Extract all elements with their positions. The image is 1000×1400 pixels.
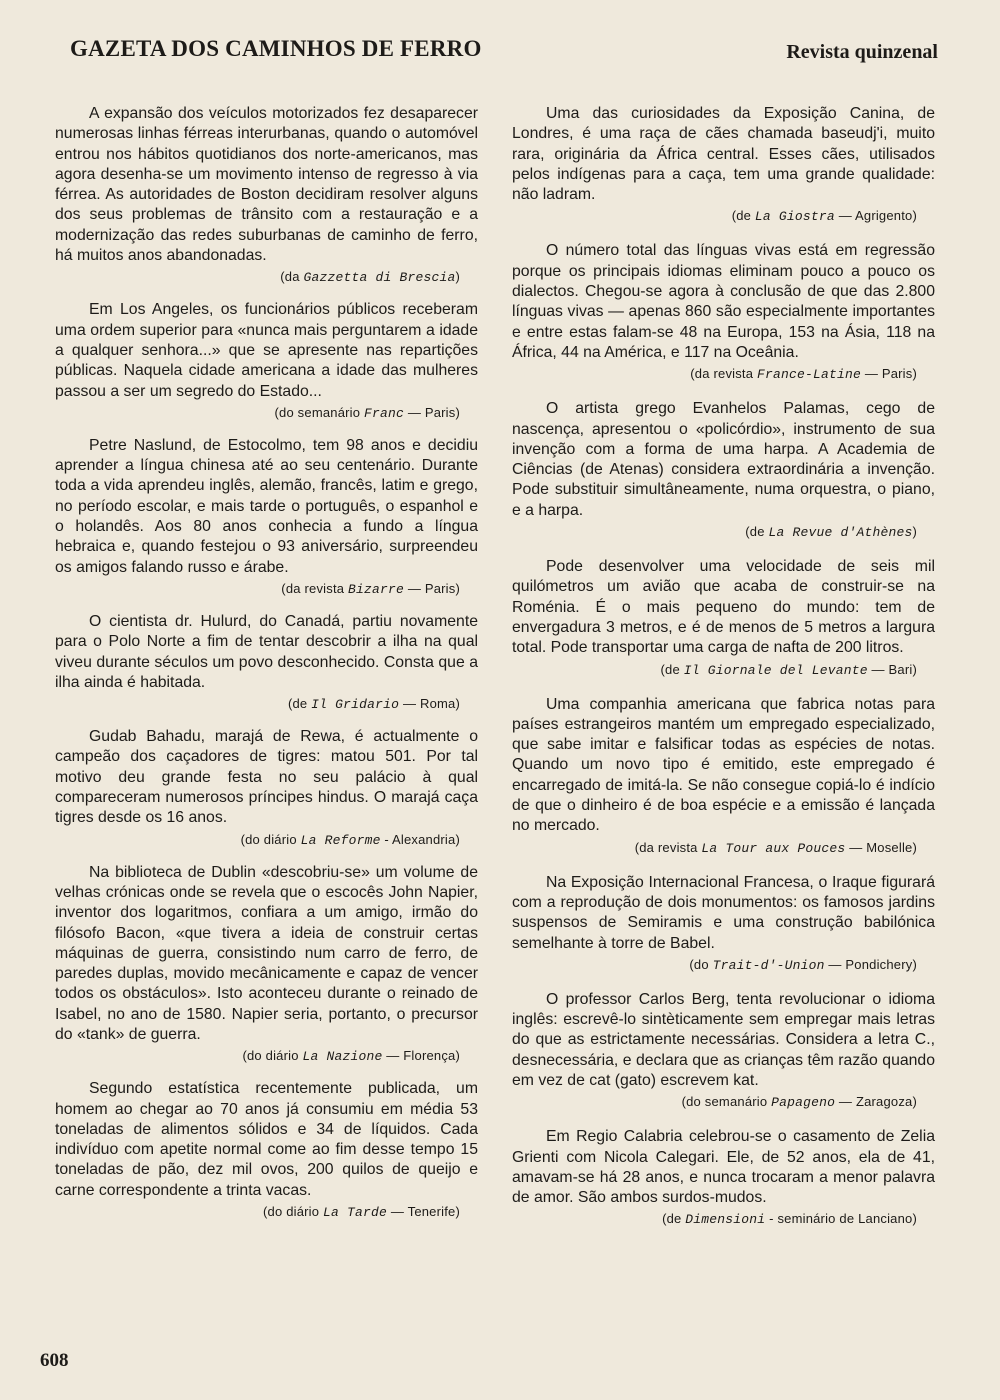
news-item-source (512, 1094, 917, 1111)
source-publication: France-Latine (756, 367, 862, 383)
source-suffix: — Zaragoza) (835, 1094, 917, 1110)
source-prefix: (do (689, 956, 713, 972)
news-item-text: Na biblioteca de Dublin «descobriu-se» um volume de velhas crónicas onde se revela que o escocês John Napier, inventor dos logaritmos, confiara a um amigo, irmão do filósofo Bacon, «que tivera a ideia de construir certas máquinas de guerra, consistindo num carro de ferro, de paredes duplas, movido mecânicamente e capaz de vencer todos os obstáculos». Isto aconteceu durante o reinado de Isabel, no ano de 1580. Napier seria, portanto, o precursor do «tank» de guerra. (55, 863, 478, 1043)
source-publication: Papageno (771, 1095, 836, 1111)
magazine-title: GAZETA DOS CAMINHOS DE FERRO (70, 36, 482, 61)
news-item (55, 300, 478, 421)
news-item-source (512, 1211, 917, 1228)
source-publication: Bizarre (348, 581, 405, 597)
news-item-text: O artista grego Evanhelos Palamas, cego de nascença, apresentou o «policórdio», instrumento de sua invenção com a forma de uma harpa. A Academia de Ciências (de Atenas) considera extraordinária a invenção. Pode substituir simultâneamente, numa orquestra, o piano, e a harpa. (512, 400, 935, 519)
source-prefix: (de (745, 524, 769, 540)
news-item-source (55, 696, 460, 713)
news-item-source (55, 832, 460, 849)
source-suffix: — Moselle) (845, 839, 917, 855)
news-item-source (55, 1048, 460, 1065)
source-suffix: — Pondichery) (824, 956, 917, 972)
news-item-source (512, 957, 917, 974)
news-item-text: A expansão dos veículos motorizados fez desaparecer numerosas linhas férreas interurbanas, quando o automóvel entrou nos hábitos quotidianos dos norte-americanos, mas agora desenha-se um movimento intenso de regresso à via férrea. As autoridades de Boston decidiram resolver alguns dos seus problemas de trânsito com a restauração e a modernização das redes suburbanas de caminho de ferro, há muitos anos abandonadas. (55, 105, 478, 265)
news-item-text: Na Exposição Internacional Francesa, o Iraque figurará com a reprodução de dois monumentos: os famosos jardins suspensos de Semiramis e uma construção babilónica semelhante à torre de Babel. (512, 873, 935, 952)
news-item-text: O número total das línguas vivas está em regressão porque os principais idiomas eliminam pouco a pouco os dialectos. Chegou-se agora à conclusão de que das 2.800 línguas vivas — apenas 860 são especialmente importantes e entre estas falam-se 48 na Europa, 153 na Ásia, 118 na África, 44 na América, e 117 na Oceânia. (512, 242, 935, 361)
source-publication: La Giostra (754, 209, 835, 225)
source-publication: La Reforme (300, 832, 381, 848)
source-suffix: - Alexandria) (380, 831, 460, 847)
source-prefix: (da (280, 269, 304, 285)
news-item (512, 399, 935, 541)
source-publication: Trait-d'-Union (712, 957, 825, 973)
news-item (512, 695, 935, 857)
news-item-source (512, 524, 917, 541)
source-publication: La Tour aux Pouces (701, 840, 846, 856)
source-suffix: — Paris) (404, 580, 460, 596)
news-item (55, 436, 478, 598)
source-prefix: (do diário (240, 831, 301, 847)
source-suffix: ) (455, 269, 460, 285)
source-prefix: (de (660, 661, 684, 677)
news-item-source (512, 840, 917, 857)
news-item (55, 612, 478, 713)
news-item-source (55, 269, 460, 286)
source-publication: La Nazione (302, 1049, 383, 1065)
news-item (512, 104, 935, 225)
news-item-text: Uma companhia americana que fabrica notas para países estrangeiros mantém um empregado especializado, que sabe imitar e falsificar todas as espécies de notas. Quando um novo tipo é emitido, este empregado é encarregado de imitá-la. Se não consegue copiá-lo é indício de que o dinheiro é de boa espécie e a emissão é lançada no mercado. (512, 695, 935, 835)
source-prefix: (de (662, 1211, 686, 1227)
source-prefix: (do diário (263, 1204, 324, 1220)
news-item-source (55, 581, 460, 598)
news-item-text: Segundo estatística recentemente publicada, um homem ao chegar ao 70 anos já consumiu em média 53 toneladas de alimentos sólidos e 34 de líquidos. Cada indivíduo com apetite normal come ao fim desse tempo 15 toneladas de pão, dez mil ovos, 200 quilos de queijo e carne correspondente a trinta vacas. (55, 1080, 478, 1199)
source-suffix: — Bari) (867, 661, 917, 677)
news-item-text: Gudab Bahadu, marajá de Rewa, é actualmente o campeão dos caçadores de tigres: matou 501. Por tal motivo deu grande festa no seu palácio à qual compareceram numerosos príncipes hindus. O marajá caça tigres desde os 16 anos. (55, 728, 478, 827)
news-item-text: O professor Carlos Berg, tenta revolucionar o idioma inglês: escrevê-lo sintèticamente sem empregar mais letras do que as estrictamente necessárias. Considera a letra C., desnecessária, e declara que as crianças têm razão quando em vez de cat (gato) escrevem kat. (512, 990, 935, 1089)
source-publication: Franc (364, 405, 405, 421)
source-publication: La Revue d'Athènes (768, 525, 913, 541)
magazine-subtitle: Revista quinzenal (786, 41, 938, 63)
source-publication: Il Giornale del Levante (683, 662, 868, 678)
source-prefix: (da revista (634, 839, 702, 855)
news-item-source (55, 405, 460, 422)
source-suffix: ) (912, 524, 917, 540)
news-item-text: Pode desenvolver uma velocidade de seis mil quilómetros um avião que acaba de construir-se na Roménia. É o mais pequeno do mundo: tem de envergadura 3 metros, e é de menos de 5 metros a largura total. Pode transportar uma carga de nafta de 200 litros. (512, 558, 935, 657)
source-suffix: — Agrigento) (834, 208, 917, 224)
source-suffix: - seminário de Lanciano) (765, 1211, 917, 1227)
source-prefix: (de (287, 696, 312, 712)
source-publication: Gazzetta di Brescia (303, 270, 456, 286)
source-suffix: — Paris) (861, 366, 917, 382)
news-item-source (55, 1204, 460, 1221)
news-item (55, 1079, 478, 1221)
news-item-source (512, 366, 917, 383)
news-item-text: O cientista dr. Hulurd, do Canadá, partiu novamente para o Polo Norte a fim de tentar descobrir a ilha na qual viveu durante séculos um povo desconhecido. Consta que a ilha ainda é habitada. (55, 612, 478, 691)
news-item-source (512, 208, 917, 225)
source-prefix: (do diário (242, 1048, 303, 1064)
source-prefix: (do semanário (274, 404, 364, 420)
source-suffix: — Paris) (404, 404, 460, 420)
source-prefix: (do semanário (681, 1094, 772, 1110)
source-publication: Il Gridario (311, 697, 400, 713)
news-item-source (512, 662, 917, 679)
source-prefix: (da revista (281, 580, 348, 596)
news-item-text: Petre Naslund, de Estocolmo, tem 98 anos e decidiu aprender a língua chinesa até ao seu centenário. Durante toda a vida aprendeu inglês, alemão, francês, latim e grego, no período escolar, e mais tarde o português, o espanhol e o holandês. Aos 80 anos conhecia a fundo a língua hebraica e, quando festejou o 93 aniversário, surpreendeu os amigos falando russo e árabe. (55, 436, 478, 576)
news-item-text: Uma das curiosidades da Exposição Canina, de Londres, é uma raça de cães chamada baseudj'i, muito rara, originária da África central. Esses cães, utilisados pelos indígenas para a caça, tem uma grande qualidade: não ladram. (512, 105, 935, 204)
page-header (70, 36, 938, 76)
right-column (512, 104, 935, 1228)
left-column (55, 104, 478, 1221)
news-item (512, 990, 935, 1111)
news-item (512, 1127, 935, 1228)
news-item (512, 873, 935, 974)
source-publication: Dimensioni (685, 1212, 766, 1228)
news-item-text: Em Regio Calabria celebrou-se o casamento de Zelia Grienti com Nicola Calegari. Ele, de 52 anos, ela de 41, amavam-se há 28 anos, e nunca trocaram a menor palavra de amor. São ambos surdos-mudos. (512, 1128, 935, 1207)
news-item (512, 241, 935, 383)
source-publication: La Tarde (323, 1205, 388, 1221)
news-item (55, 104, 478, 286)
source-prefix: (de (731, 208, 755, 224)
source-suffix: — Tenerife) (387, 1204, 460, 1220)
source-suffix: — Florença) (382, 1048, 460, 1064)
page-number: 608 (40, 1350, 69, 1371)
source-suffix: — Roma) (399, 696, 460, 712)
source-prefix: (da revista (690, 366, 757, 382)
news-item (512, 557, 935, 678)
news-item (55, 727, 478, 848)
news-item (55, 863, 478, 1066)
news-item-text: Em Los Angeles, os funcionários públicos receberam uma ordem superior para «nunca mais perguntarem a idade a qualquer senhora...» que se apresente nas repartições públicas. Naquela cidade americana a idade das mulheres passou a ser um segredo do Estado... (55, 301, 478, 400)
